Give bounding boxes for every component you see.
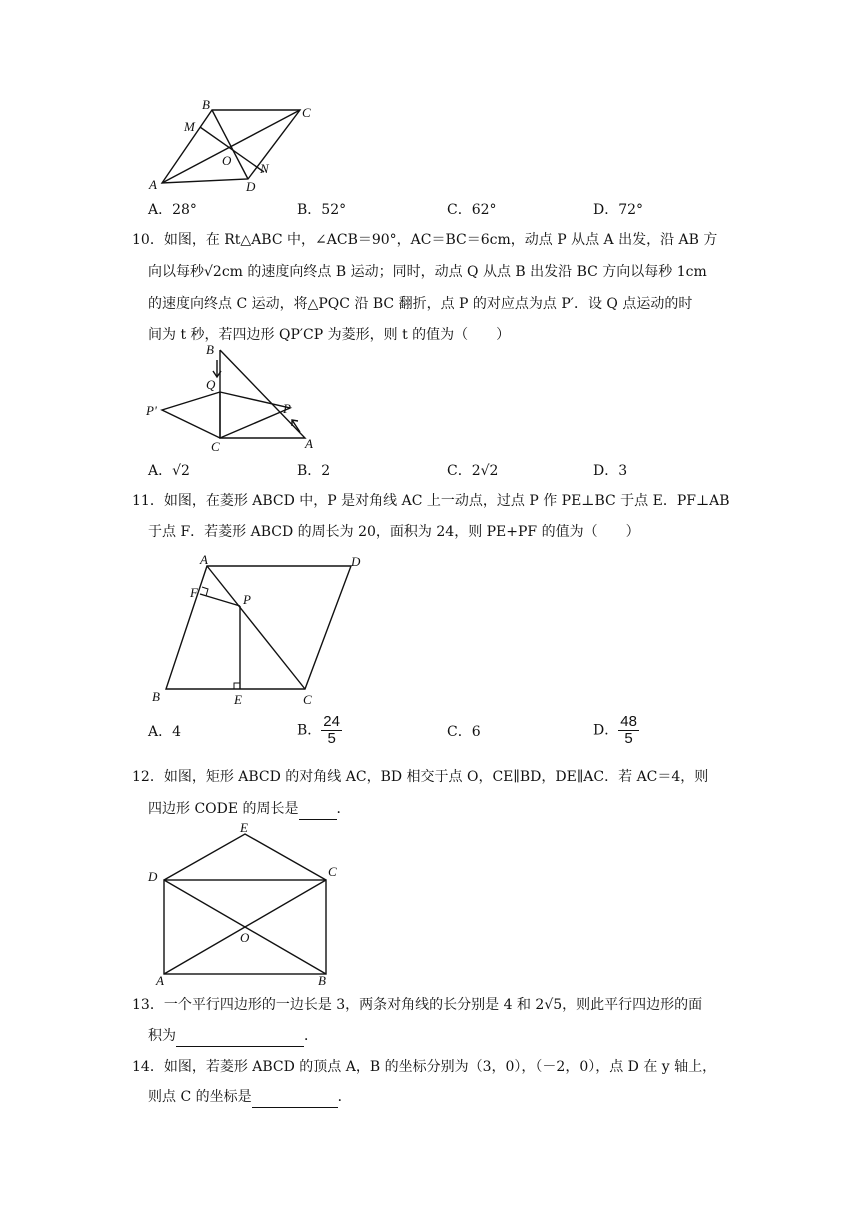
q11-option-d <box>593 714 639 747</box>
q11-label-p: P <box>243 592 251 607</box>
q10-option-d: D．3 <box>593 463 628 479</box>
q9-option-a: A．28° <box>148 202 197 218</box>
q9-option-b: B．52° <box>297 202 347 218</box>
q13-text-line-1: 13．一个平行四边形的一边长是 3，两条对角线的长分别是 4 和 2√5，则此平行四边形的面 <box>132 997 703 1013</box>
q13-text-line-2 <box>148 1026 318 1047</box>
q10-label-q: Q <box>206 377 216 392</box>
q11-right-angle-e <box>234 683 240 689</box>
q12-triangle-ced <box>164 834 326 880</box>
q11-text-line-2: 于点 F．若菱形 ABCD 的周长为 20，面积为 24，则 PE+PF 的值为（ ） <box>148 524 640 540</box>
q10-label-b: B <box>206 342 214 357</box>
q12-text-line-2 <box>148 799 351 820</box>
q12-label-d: D <box>148 869 158 884</box>
q10-label-a: A <box>305 436 313 451</box>
q10-option-c: C．2√2 <box>447 463 499 479</box>
q10-option-b: B．2 <box>297 463 331 479</box>
q11-option-d-denominator: 5 <box>624 730 633 747</box>
q12-text-line-1: 12．如图，矩形 ABCD 的对角线 AC，BD 相交于点 O，CE∥BD，DE∥AC．若 AC＝4，则 <box>132 769 709 785</box>
q10-text-line-3: 的速度向终点 C 运动，将△PQC 沿 BC 翻折，点 P 的对应点为点 P′．设 Q 点运动的时 <box>148 296 693 312</box>
q14-answer-blank[interactable] <box>252 1087 338 1108</box>
q11-label-b: B <box>152 689 160 704</box>
q10-rhombus <box>162 392 290 438</box>
q11-option-b <box>297 714 342 747</box>
q12-answer-blank[interactable] <box>299 799 337 820</box>
q11-label-f: F <box>190 585 198 600</box>
q9-option-c: C．62° <box>447 202 497 218</box>
q10-text-line-2: 向以每秒√2cm 的速度向终点 B 运动；同时，动点 Q 从点 B 出发沿 BC 方向以每秒 1cm <box>148 264 707 280</box>
q10-option-a: A．√2 <box>148 463 190 479</box>
q12-line-2-end: ． <box>336 801 351 817</box>
q11-option-a: A．4 <box>148 724 182 740</box>
q11-option-d-prefix: D． <box>593 722 619 739</box>
q11-option-d-fraction <box>618 714 639 747</box>
q14-line-2-prefix: 则点 C 的坐标是 <box>148 1089 252 1105</box>
q10-label-pprime: P' <box>146 403 157 418</box>
q12-figure <box>140 818 350 988</box>
q13-line-2-prefix: 积为 <box>148 1028 176 1044</box>
q13-answer-blank[interactable] <box>176 1026 304 1047</box>
q11-option-b-numerator: 24 <box>323 713 340 730</box>
q13-line-2-end: ． <box>304 1028 318 1044</box>
q9-label-o: O <box>222 153 232 168</box>
q9-label-d: D <box>246 179 256 194</box>
q10-label-c: C <box>211 439 220 454</box>
q11-label-a: A <box>200 552 208 567</box>
q14-line-2-end: ． <box>337 1089 352 1105</box>
q11-option-c: C．6 <box>447 724 481 740</box>
q9-figure <box>140 95 330 195</box>
q11-text-line-1: 11．如图，在菱形 ABCD 中，P 是对角线 AC 上一动点，过点 P 作 PE⊥BC 于点 E．PF⊥AB <box>132 493 730 509</box>
q11-option-b-prefix: B． <box>297 722 322 739</box>
q10-figure <box>140 340 340 455</box>
q12-label-a: A <box>156 973 164 988</box>
q11-option-b-denominator: 5 <box>327 730 336 747</box>
q12-line-2-text: 四边形 CODE 的周长是 <box>148 801 299 817</box>
q9-diagonal-bd <box>212 110 248 179</box>
q12-label-c: C <box>328 864 337 879</box>
q11-option-d-numerator: 48 <box>620 713 637 730</box>
q9-label-b: B <box>202 97 210 112</box>
q12-label-b: B <box>318 973 326 988</box>
q9-label-c: C <box>302 105 311 120</box>
q10-text-line-4: 间为 t 秒，若四边形 QP′CP 为菱形，则 t 的值为（ ） <box>148 327 511 343</box>
q9-label-m: M <box>184 119 195 134</box>
q10-text-line-1: 10．如图，在 Rt△ABC 中，∠ACB＝90°，AC＝BC＝6cm，动点 P 从点 A 出发，沿 AB 方 <box>132 232 718 248</box>
q9-label-a: A <box>149 177 157 192</box>
q12-label-e: E <box>240 820 248 835</box>
q12-label-o: O <box>240 930 250 945</box>
q9-option-d: D．72° <box>593 202 644 218</box>
q14-text-line-1: 14．如图，若菱形 ABCD 的顶点 A，B 的坐标分别为（3，0），（－2，0），点 D 在 y 轴上， <box>132 1059 717 1075</box>
q11-label-e: E <box>234 692 242 707</box>
q11-label-c: C <box>303 692 312 707</box>
q14-text-line-2 <box>148 1087 352 1108</box>
q11-diagonal-ac <box>207 566 305 689</box>
q11-label-d: D <box>351 554 361 569</box>
q9-label-n: N <box>260 161 269 176</box>
q10-label-p: P <box>283 401 291 416</box>
q11-option-b-fraction <box>321 714 342 747</box>
q11-figure <box>148 550 378 710</box>
